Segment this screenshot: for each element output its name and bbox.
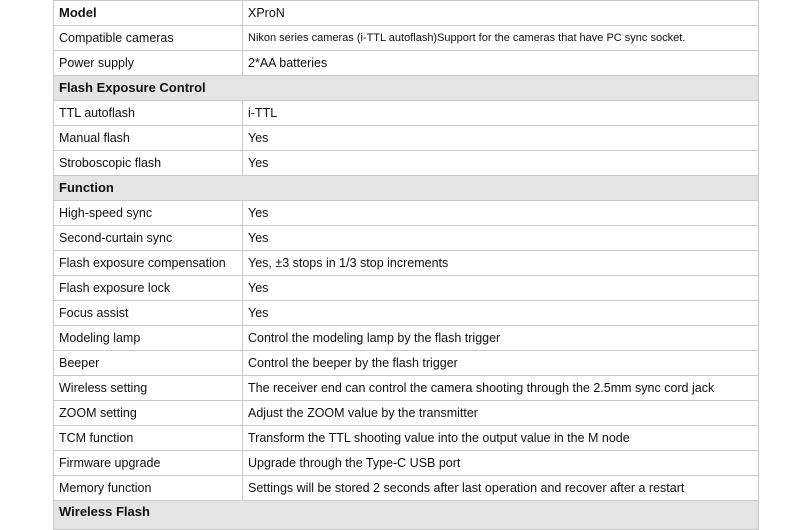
table-row — [54, 426, 759, 451]
table-row — [54, 1, 759, 26]
row-value: 2*AA batteries — [243, 51, 759, 76]
row-value: Nikon series cameras (i-TTL autoflash)Support for the cameras that have PC sync socket. — [243, 26, 759, 51]
table-row — [54, 201, 759, 226]
row-value: Yes — [243, 151, 759, 176]
section-title: Function — [54, 176, 759, 201]
table-row — [54, 476, 759, 501]
table-row — [54, 251, 759, 276]
row-label: Second-curtain sync — [54, 226, 243, 251]
row-value: XProN — [243, 1, 759, 26]
table-row — [54, 451, 759, 476]
row-label: Power supply — [54, 51, 243, 76]
row-label: Wireless setting — [54, 376, 243, 401]
row-value: Upgrade through the Type-C USB port — [243, 451, 759, 476]
table-row — [54, 376, 759, 401]
spec-table — [53, 0, 759, 530]
row-label: Modeling lamp — [54, 326, 243, 351]
table-row — [54, 101, 759, 126]
section-header — [54, 501, 759, 530]
section-title: Wireless Flash — [54, 501, 759, 530]
row-value: Yes — [243, 276, 759, 301]
row-label: TTL autoflash — [54, 101, 243, 126]
row-value: Adjust the ZOOM value by the transmitter — [243, 401, 759, 426]
table-row — [54, 226, 759, 251]
row-value: The receiver end can control the camera shooting through the 2.5mm sync cord jack — [243, 376, 759, 401]
row-label: Model — [54, 1, 243, 26]
row-value: Transform the TTL shooting value into the output value in the M node — [243, 426, 759, 451]
row-value: Yes — [243, 301, 759, 326]
table-row — [54, 401, 759, 426]
table-row — [54, 151, 759, 176]
row-label: Compatible cameras — [54, 26, 243, 51]
row-value: Control the beeper by the flash trigger — [243, 351, 759, 376]
row-label: Stroboscopic flash — [54, 151, 243, 176]
section-title: Flash Exposure Control — [54, 76, 759, 101]
row-label: Focus assist — [54, 301, 243, 326]
table-row — [54, 126, 759, 151]
row-value: Control the modeling lamp by the flash trigger — [243, 326, 759, 351]
row-label: Manual flash — [54, 126, 243, 151]
section-header — [54, 76, 759, 101]
row-label: Firmware upgrade — [54, 451, 243, 476]
table-row — [54, 301, 759, 326]
row-value: i-TTL — [243, 101, 759, 126]
row-value: Yes — [243, 226, 759, 251]
table-row — [54, 26, 759, 51]
row-label: ZOOM setting — [54, 401, 243, 426]
table-row — [54, 276, 759, 301]
row-label: Memory function — [54, 476, 243, 501]
table-row — [54, 326, 759, 351]
table-row — [54, 51, 759, 76]
row-label: Flash exposure lock — [54, 276, 243, 301]
row-value: Yes — [243, 126, 759, 151]
section-header — [54, 176, 759, 201]
row-value: Yes — [243, 201, 759, 226]
row-label: Beeper — [54, 351, 243, 376]
row-value: Settings will be stored 2 seconds after last operation and recover after a restart — [243, 476, 759, 501]
row-label: TCM function — [54, 426, 243, 451]
row-label: High-speed sync — [54, 201, 243, 226]
row-value: Yes, ±3 stops in 1/3 stop increments — [243, 251, 759, 276]
table-row — [54, 351, 759, 376]
row-label: Flash exposure compensation — [54, 251, 243, 276]
